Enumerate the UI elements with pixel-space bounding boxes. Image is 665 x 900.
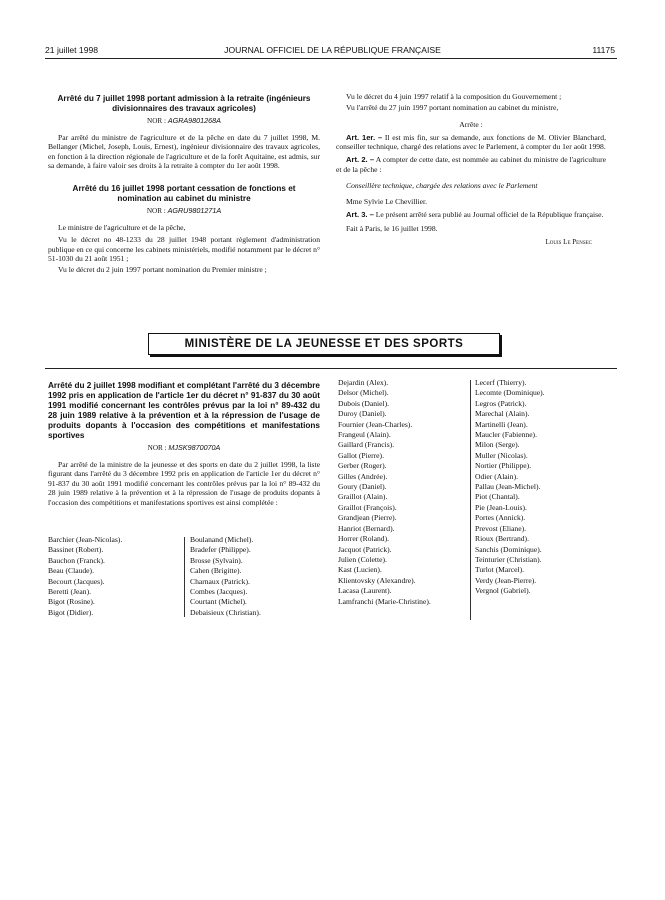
arrete2-article-3 [336,210,606,220]
name-list-item: Fournier (Jean-Charles). [338,419,413,429]
arrete2-article-1-label: Art. 1er. – [346,132,383,142]
arrete2-minister: Le ministre de l'agriculture et de la pêche, [58,222,186,232]
name-list-item: Frangeul (Alain). [338,430,391,440]
section-rule [45,368,617,369]
arrete3-nor [48,443,320,454]
arrete2-visa-4: Vu l'arrêté du 27 juin 1997 portant nomination au cabinet du ministre, [346,102,559,112]
name-list-item: Pie (Jean-Louis). [475,502,527,512]
name-list-item: Verdy (Jean-Pierre). [475,575,537,585]
name-list-item: Lecerf (Thierry). [475,378,527,387]
header-page-number: 11175 [592,45,615,55]
name-list-item: Gallot (Pierre). [338,450,384,460]
name-list-item: Gilles (Andrée). [338,471,388,481]
name-list-item: Piot (Chantal). [475,492,520,502]
name-list-item: Maucler (Fabienne). [475,430,537,440]
arrete1-nor [48,116,320,127]
name-list-item: Charnaux (Patrick). [190,576,250,586]
arrete1-title: Arrêté du 7 juillet 1998 portant admission à la retraite (ingénieurs divisionnaires des travaux agricoles) [57,94,311,113]
arrete3-title: Arrêté du 2 juillet 1998 modifiant et complétant l'arrêté du 3 décembre 1992 pris en application de l'article 1er du décret n° 91-837 du 30 août 1991 modifié concernant les contrôles prévus par la loi n° 89-432 du 28 juin 1989 relative à la prévention et à la répression de l'usage de produits dopants à l'occasion des compétitions et manifestations sportives [48,381,320,440]
arrete2-visa-2: Vu le décret du 2 juin 1997 portant nomination du Premier ministre ; [58,264,267,274]
name-list-item: Bigot (Didier). [48,607,94,617]
name-list-item: Bigot (Rosine). [48,597,95,607]
name-list-item: Marechal (Alain). [475,409,530,419]
name-list-item: Becourt (Jacques). [48,576,105,586]
names-column-3 [338,378,468,607]
arrete2-article-2-text: A compter de cette date, est nommée au cabinet du ministre de l'agriculture et de la pêche : [336,154,606,174]
name-list-item: Beretti (Jean). [48,587,92,597]
name-list-item: Prevost (Eliane). [475,523,527,533]
name-list-item: Kast (Lucien). [338,565,382,575]
arrete2-article-2 [336,155,606,174]
name-list-item: Bradefer (Philippe). [190,545,251,555]
name-list-item: Sanchis (Dominique). [475,544,542,554]
name-list-item: Hanriot (Bernard). [338,523,395,533]
arrete2-article-1-text: Il est mis fin, sur sa demande, aux fonctions de M. Olivier Blanchard, conseiller technique, chargé des relations avec le Parlement, à compter du 1er août 1998. [336,132,606,152]
arrete2-article-3-text: Le présent arrêté sera publié au Journal officiel de la République française. [375,210,604,220]
name-list-item: Dubois (Daniel). [338,398,390,408]
name-list-item: Julien (Colette). [338,554,387,564]
names-divider [184,537,185,617]
arrete2-nor-code: AGRU9801271A [167,205,222,215]
ministry-banner-title: MINISTÈRE DE LA JEUNESSE ET DES SPORTS [184,338,464,350]
arrete1-body: Par arrêté du ministre de l'agriculture et de la pêche en date du 7 juillet 1998, M. Bellanger (Michel, Joseph, Louis, Ernest), ingénieur divisionnaire des travaux agricoles, en fonction à la direction régionale de l'agriculture et de la forêt Aquitaine, est admis, sur sa demande, à faire valoir ses droits à la retraite à compter du 1er août 1998. [48,132,320,171]
arrete2-nor [48,206,320,217]
name-list-item: Martinelli (Jean). [475,419,528,429]
name-list-item: Horrer (Roland). [338,534,390,544]
name-list-item: Muller (Nicolas). [475,450,528,460]
name-list-item: Klientovsky (Alexandre). [338,575,416,585]
name-list-item: Gaillard (Francis). [338,440,395,450]
arrete2-signature: Louis Le Pensec [545,237,592,246]
arrete3-nor-label: NOR : [147,444,167,452]
name-list-item: Turlot (Marcel). [475,565,525,575]
name-list-item: Rioux (Bertrand). [475,534,529,544]
arrete1-nor-label: NOR : [147,117,167,125]
name-list-item: Lacasa (Laurent). [338,586,392,596]
name-list-item: Legros (Patrick). [475,398,527,408]
arrete2-nor-label: NOR : [146,206,166,215]
arrete2-article-3-label: Art. 3. – [346,210,374,220]
name-list-item: Duroy (Daniel). [338,409,387,419]
name-list-item: Pallau (Jean-Michel). [475,482,541,492]
names-column-4 [475,378,605,597]
arrete1-nor-code: AGRA9801268A [167,116,221,125]
name-list-item: Bassinet (Robert). [48,545,104,555]
name-list-item: Grandjean (Pierre). [338,513,397,523]
header-journal-title: JOURNAL OFFICIEL DE LA RÉPUBLIQUE FRANÇAISE [224,45,441,55]
names-column-1 [48,535,178,618]
name-list-item: Teinturier (Christian). [475,554,542,564]
arrete2-arrete: Arrête : [459,120,483,130]
name-list-item: Vergnol (Gabriel). [475,586,531,596]
arrete2-done: Fait à Paris, le 16 juillet 1998. [346,223,438,233]
name-list-item: Delsor (Michel). [338,388,389,398]
name-list-item: Lamfranchi (Marie-Christine). [338,596,431,606]
arrete2-article-2-label: Art. 2. – [346,154,375,164]
right-column-top [336,92,606,247]
arrete2-article-1 [336,133,606,152]
ministry-banner [148,333,500,355]
name-list-item: Debaisieux (Christian). [190,607,261,617]
name-list-item: Barchier (Jean-Nicolas). [48,535,123,544]
header-rule [45,58,617,59]
name-list-item: Gerber (Roger). [338,461,387,471]
arrete2-title: Arrêté du 16 juillet 1998 portant cessation de fonctions et nomination au cabinet du ministre [72,183,296,203]
name-list-item: Cahen (Brigitte). [190,566,242,576]
name-list-item: Beau (Claude). [48,566,94,576]
name-list-item: Goury (Daniel). [338,482,387,492]
arrete2-role: Conseillère technique, chargée des relations avec le Parlement [346,181,538,191]
arrete3-block [48,381,320,509]
name-list-item: Bauchon (Franck). [48,555,105,565]
name-list-item: Courtant (Michel). [190,597,247,607]
name-list-item: Jacquot (Patrick). [338,544,392,554]
name-list-item: Odier (Alain). [475,471,519,481]
names-column-2 [190,535,320,618]
name-list-item: Milon (Serge). [475,440,520,450]
name-list-item: Lecomte (Dominique). [475,388,545,398]
names-divider-right [470,380,471,620]
name-list-item: Boulanand (Michel). [190,535,254,544]
name-list-item: Combes (Jacques). [190,587,248,597]
name-list-item: Graillot (Alain). [338,492,388,502]
name-list-item: Brosse (Sylvain). [190,555,243,565]
arrete2-appointee: Mme Sylvie Le Chevillier. [346,196,427,206]
arrete2-visa-1: Vu le décret no 48-1233 du 28 juillet 1948 portant règlement d'administration publique en ce qui concerne les cabinets ministériels, modifié notamment par le décret n° 51-1030 du 21 août 1951 ; [48,235,320,264]
name-list-item: Dejardin (Alex). [338,378,389,387]
name-list-item: Graillot (François). [338,502,397,512]
left-column-top [48,94,320,276]
arrete3-body: Par arrêté de la ministre de la jeunesse et des sports en date du 2 juillet 1998, la liste figurant dans l'arrêté du 3 décembre 1992 pris en application de l'article 1er du décret n° 91-837 du 30 août 1991 modifié concernant les contrôles prévus par la loi n° 89-432 du 28 juin 1989 relative à la prévention et à la répression de l'usage de produits dopants à l'occasion des compétitions et manifestations sportives est ainsi complétée : [48,459,320,507]
header-date: 21 juillet 1998 [45,45,99,55]
arrete2-visa-3: Vu le décret du 4 juin 1997 relatif à la composition du Gouvernement ; [346,92,562,101]
arrete3-nor-code: MJSK9870070A [168,443,221,452]
name-list-item: Nortier (Philippe). [475,461,532,471]
name-list-item: Portes (Annick). [475,513,526,523]
